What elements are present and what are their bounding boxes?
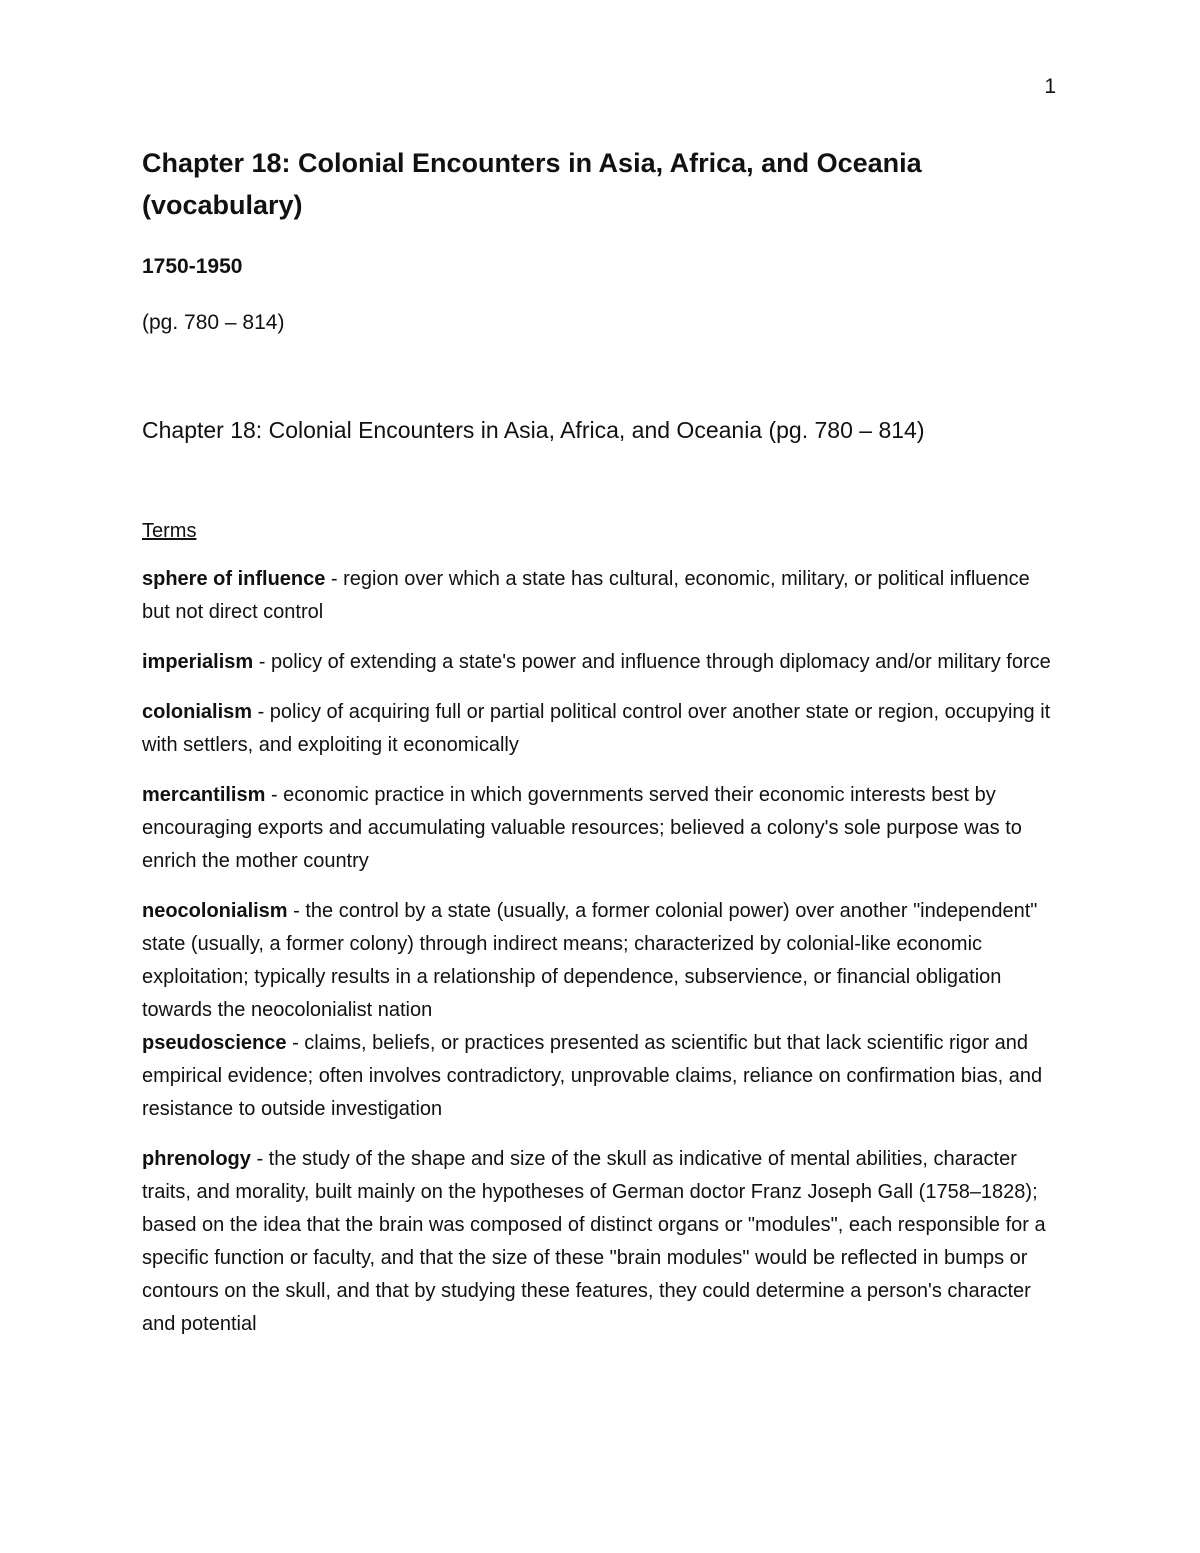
- terms-list: [142, 563, 1062, 1341]
- term-definition: - economic practice in which governments served their economic interests best by encouraging exports and accumulating valuable resources; believed a colony's sole purpose was to enrich the mother country: [142, 784, 1022, 872]
- term-definition: - the study of the shape and size of the skull as indicative of mental abilities, character traits, and morality, built mainly on the hypotheses of German doctor Franz Joseph Gall (1758–1828); based on the idea that the brain was composed of distinct organs or "modules", each responsible for a specific function or faculty, and that the size of these "brain modules" would be reflected in bumps or contours on the skull, and that by studying these features, they could determine a person's character and potential: [142, 1148, 1046, 1335]
- term-definition: - the control by a state (usually, a former colonial power) over another "independent" state (usually, a former colony) through indirect means; characterized by colonial-like economic exploitation; typically results in a relationship of dependence, subservience, or financial obligation towards the neocolonialist nation: [142, 900, 1038, 1021]
- term-word: phrenology: [142, 1148, 251, 1170]
- term-word: colonialism: [142, 701, 253, 723]
- term-definition: - region over which a state has cultural, economic, military, or political influence but not direct control: [142, 568, 1030, 623]
- term-word: mercantilism: [142, 784, 266, 806]
- page-number: 1: [1044, 75, 1056, 98]
- term-entry-imperialism: [142, 646, 1062, 679]
- document-title: Chapter 18: Colonial Encounters in Asia, Africa, and Oceania (vocabulary): [142, 148, 922, 220]
- term-definition: - claims, beliefs, or practices presented as scientific but that lack scientific rigor and empirical evidence; often involves contradictory, unprovable claims, reliance on confirmation bias, and resistance to outside investigation: [142, 1032, 1043, 1120]
- term-definition: - policy of acquiring full or partial political control over another state or region, occupying it with settlers, and exploiting it economically: [142, 701, 1051, 756]
- date-range: 1750-1950: [142, 255, 243, 278]
- term-entry-phrenology: [142, 1143, 1062, 1341]
- term-entry-colonialism: [142, 696, 1062, 762]
- term-word: neocolonialism: [142, 900, 288, 922]
- term-definition: - policy of extending a state's power and influence through diplomacy and/or military force: [253, 651, 1051, 673]
- term-word: sphere of influence: [142, 568, 326, 590]
- chapter-heading: Chapter 18: Colonial Encounters in Asia, Africa, and Oceania (pg. 780 – 814): [142, 417, 925, 443]
- page-range: (pg. 780 – 814): [142, 311, 285, 334]
- term-entry-mercantilism: [142, 779, 1062, 878]
- document-content: [142, 142, 1062, 1358]
- term-word: pseudoscience: [142, 1032, 287, 1054]
- terms-heading: Terms: [142, 520, 197, 542]
- term-entry-neocolonialism: [142, 895, 1062, 1027]
- term-entry-sphere-of-influence: [142, 563, 1062, 629]
- term-word: imperialism: [142, 651, 254, 673]
- term-entry-pseudoscience: [142, 1027, 1062, 1126]
